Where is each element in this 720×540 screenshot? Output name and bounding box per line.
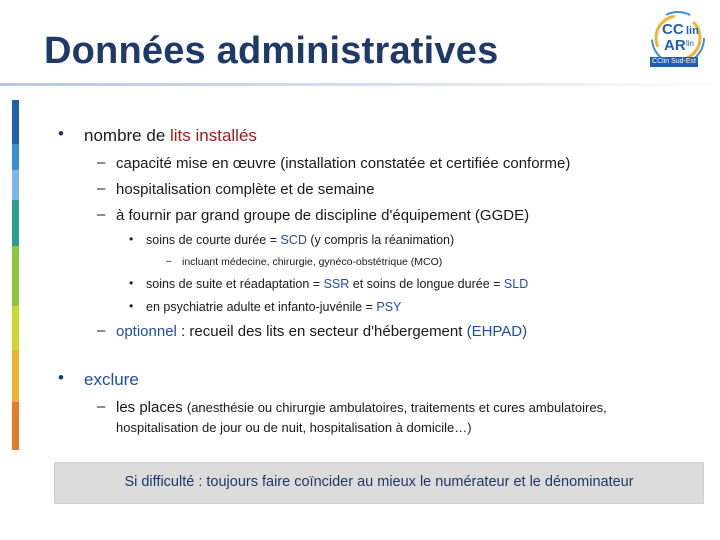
item-places: les places (anesthésie ou chirurgie ambulatoires, traitements et cures ambulatoires, (116, 399, 607, 416)
dash-marker: – (97, 398, 106, 415)
item-mco: incluant médecine, chirurgie, gynéco-obstétrique (MCO) (182, 256, 443, 268)
bullet-marker: • (58, 368, 64, 387)
note-text: Si difficulté : toujours faire coïncider au mieux le numérateur et le dénominateur (124, 474, 634, 490)
side-bar-segment (12, 170, 19, 200)
svg-text:CC: CC (662, 21, 684, 38)
side-bar-segment (12, 100, 19, 144)
side-bar-segment (12, 402, 19, 450)
bullet-exclure: exclure (84, 370, 139, 389)
side-bar-segment (12, 350, 19, 402)
svg-text:lin: lin (686, 39, 695, 48)
item-ssr-sld: soins de suite et réadaptation = SSR et soins de longue durée = SLD (146, 277, 529, 291)
dash-marker: – (97, 322, 106, 339)
item-psy: en psychiatrie adulte et infanto-juvénile = PSY (146, 300, 402, 314)
page-title: Données administratives (44, 30, 499, 72)
title-divider (0, 83, 720, 86)
item-scd: soins de courte durée = SCD (y compris la réanimation) (146, 233, 455, 247)
item-places-continued: hospitalisation de jour ou de nuit, hospitalisation à domicile…) (116, 420, 472, 435)
note-box (54, 462, 704, 504)
bullet-lits-installes: nombre de lits installés (84, 126, 257, 145)
dash-marker: – (97, 180, 106, 197)
logo-subtitle: CClin Sud-Est (650, 57, 698, 67)
side-bar-segment (12, 246, 19, 306)
bullet-marker: • (129, 276, 134, 290)
item-hospitalisation: hospitalisation complète et de semaine (116, 181, 375, 198)
dash-marker: – (166, 256, 172, 267)
bullet-marker: • (129, 232, 134, 246)
dash-marker: – (97, 154, 106, 171)
item-ggde: à fournir par grand groupe de discipline d'équipement (GGDE) (116, 207, 530, 224)
side-bar-segment (12, 144, 19, 170)
item-ehpad: optionnel : recueil des lits en secteur d'hébergement (EHPAD) (116, 323, 528, 340)
bullet-marker: • (129, 299, 134, 313)
side-bar-segment (12, 306, 19, 350)
item-capacite: capacité mise en œuvre (installation constatée et certifiée conforme) (116, 155, 571, 172)
svg-text:lin: lin (686, 25, 699, 37)
bullet-marker: • (58, 124, 64, 143)
side-bar-segment (12, 200, 19, 246)
svg-text:AR: AR (664, 37, 686, 54)
dash-marker: – (97, 206, 106, 223)
